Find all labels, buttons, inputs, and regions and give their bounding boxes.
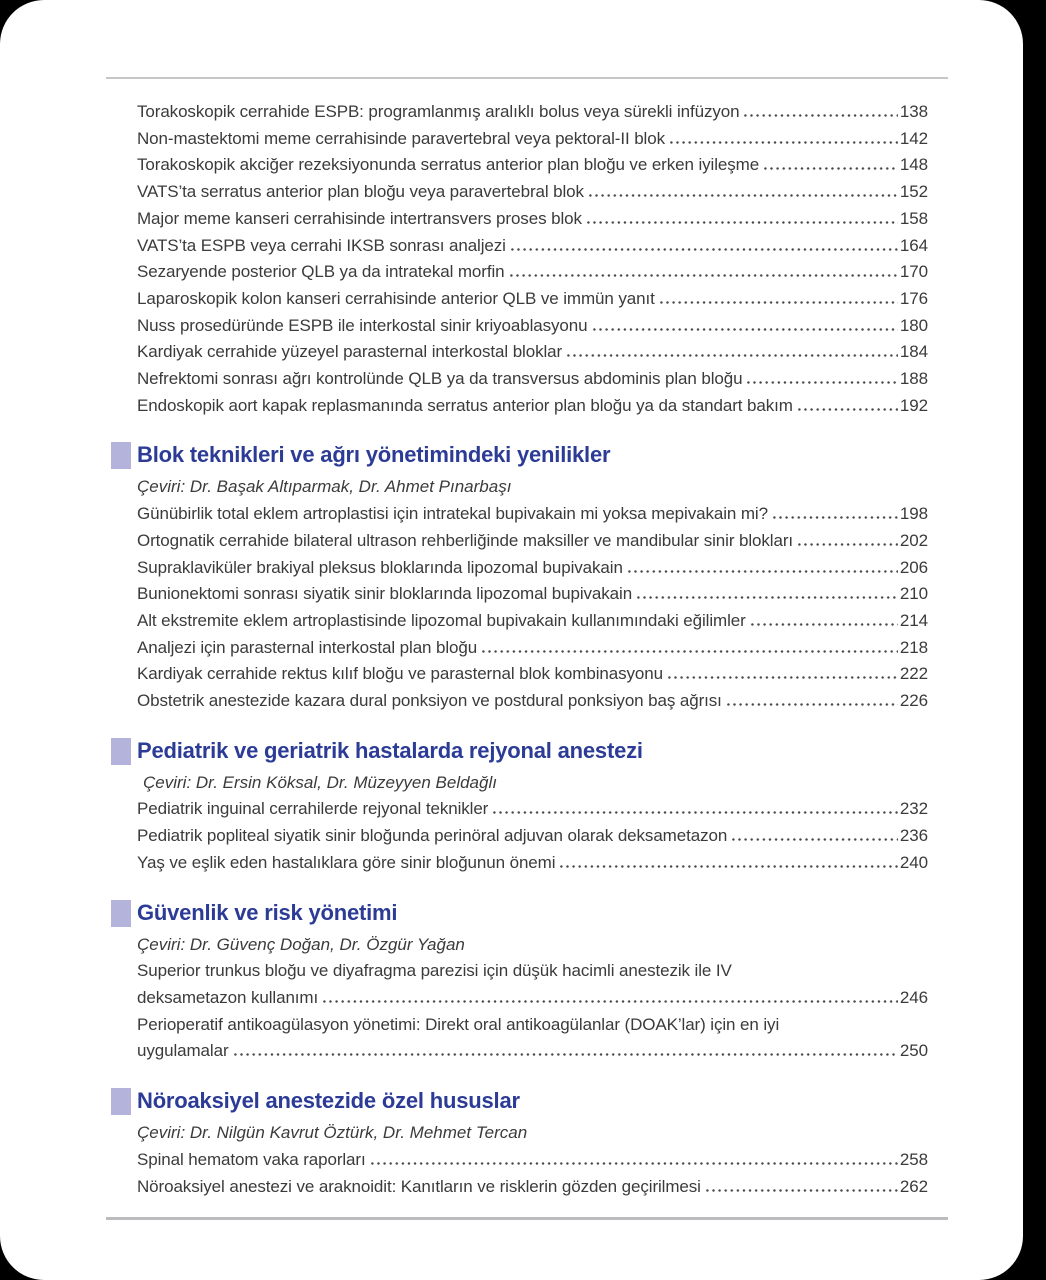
dotted-leader (706, 1189, 898, 1192)
toc-entry[interactable] (137, 179, 928, 206)
dotted-leader (751, 623, 898, 626)
toc-entry[interactable] (137, 661, 928, 688)
toc-entry-page: 262 (899, 1176, 928, 1196)
section-marker-square (111, 900, 131, 927)
toc-entry-title: Supraklaviküler brakiyal pleksus bloklarında lipozomal bupivakain (137, 557, 623, 577)
dotted-leader (593, 328, 898, 331)
toc-entry-title: Nefrektomi sonrası ağrı kontrolünde QLB ya da transversus abdominis plan bloğu (137, 369, 743, 389)
toc-entry-title: Nuss prosedüründe ESPB ile interkostal sinir kriyoablasyonu (137, 315, 588, 335)
toc-entry-page: 180 (899, 315, 928, 335)
toc-entry[interactable] (137, 635, 928, 662)
section-heading (137, 898, 928, 931)
dotted-leader (744, 114, 897, 117)
dotted-leader (560, 865, 898, 868)
toc-entry-page: 202 (899, 530, 928, 550)
dotted-leader (764, 167, 898, 170)
toc-entry-title: VATS’ta serratus anterior plan bloğu veya paravertebral blok (137, 182, 584, 202)
toc-entry[interactable] (137, 259, 928, 286)
toc-entry[interactable] (137, 1012, 928, 1039)
toc-entry[interactable] (137, 366, 928, 393)
toc-entry-page: 198 (899, 504, 928, 524)
dotted-leader (670, 141, 898, 144)
toc-entry-page: 138 (899, 102, 928, 121)
toc-entry-title: Major meme kanseri cerrahisinde intertransvers proses blok (137, 208, 582, 228)
toc-entry[interactable] (137, 1038, 928, 1065)
section-marker-square (111, 442, 131, 469)
dotted-leader (628, 570, 898, 573)
toc-entry-page: 142 (899, 128, 928, 148)
toc-entry-page: 176 (899, 288, 928, 308)
section-heading (137, 736, 928, 769)
toc-entry-title: Torakoskopik cerrahide ESPB: programlanmış aralıklı bolus veya sürekli infüzyon (137, 102, 740, 121)
toc-entry[interactable] (137, 233, 928, 260)
dotted-leader (589, 194, 898, 197)
toc-section (137, 898, 928, 1066)
toc-entry-title: Ortognatik cerrahide bilateral ultrason rehberliğinde maksiller ve mandibular sinir blokları (137, 530, 794, 550)
toc-entry-page: 152 (899, 182, 928, 202)
section-title: Blok teknikleri ve ağrı yönetimindeki yenilikler (137, 442, 611, 468)
toc-entry-page: 210 (899, 584, 928, 604)
dotted-leader (510, 274, 898, 277)
dotted-leader (798, 408, 898, 411)
section-marker-square (111, 738, 131, 765)
toc-entry[interactable] (137, 339, 928, 366)
dotted-leader (747, 381, 897, 384)
toc-entry[interactable] (137, 958, 928, 985)
toc-entry[interactable] (137, 823, 928, 850)
toc-entry[interactable] (137, 1174, 928, 1201)
toc-entry[interactable] (137, 985, 928, 1012)
top-divider (106, 77, 948, 79)
bottom-divider (106, 1217, 948, 1220)
section-title: Pediatrik ve geriatrik hastalarda rejyonal anestezi (137, 737, 643, 763)
translators-line: Çeviri: Dr. Başak Altıparmak, Dr. Ahmet Pınarbaşı (137, 477, 512, 497)
toc-entry-page: 192 (899, 395, 928, 415)
toc-entry-page: 222 (899, 664, 928, 684)
toc-entry-title: Bunionektomi sonrası siyatik sinir bloklarında lipozomal bupivakain (137, 584, 633, 604)
dotted-leader (732, 838, 898, 841)
toc-entry[interactable] (137, 796, 928, 823)
dotted-leader (660, 301, 898, 304)
toc-entry[interactable] (137, 152, 928, 179)
toc-entry-title: Torakoskopik akciğer rezeksiyonunda serratus anterior plan bloğu ve erken iyileşme (137, 155, 760, 175)
toc-entry-title: Sezaryende posterior QLB ya da intratekal morfin (137, 262, 505, 282)
dotted-leader (798, 543, 898, 546)
toc-entry-title: Analjezi için parasternal interkostal plan bloğu (137, 637, 478, 657)
dotted-leader (234, 1053, 898, 1056)
toc-section (137, 1086, 928, 1200)
toc-entry[interactable] (137, 1147, 928, 1174)
toc-entry-page: 158 (899, 208, 928, 228)
section-marker-square (111, 1088, 131, 1115)
toc-section (137, 440, 928, 714)
toc-entry[interactable] (137, 126, 928, 153)
section-heading (137, 440, 928, 473)
toc-entry-title: Perioperatif antikoagülasyon yönetimi: Direkt oral antikoagülanlar (DOAK’lar) için en iyi (137, 1014, 780, 1034)
toc-entry-page: 250 (899, 1041, 928, 1061)
dotted-leader (482, 650, 898, 653)
toc-entry[interactable] (137, 555, 928, 582)
table-of-contents (137, 99, 928, 1200)
toc-entry-page: 184 (899, 342, 928, 362)
toc-entry-title: Yaş ve eşlik eden hastalıklara göre sinir bloğunun önemi (137, 852, 556, 872)
toc-entry[interactable] (137, 608, 928, 635)
toc-entry[interactable] (137, 286, 928, 313)
toc-entry-page: 218 (899, 637, 928, 657)
toc-entry[interactable] (137, 99, 928, 126)
dotted-leader (727, 703, 898, 706)
toc-entry[interactable] (137, 393, 928, 420)
dotted-leader (371, 1162, 898, 1165)
toc-entry-title: Spinal hematom vaka raporları (137, 1149, 366, 1169)
toc-entry-title: Obstetrik anestezide kazara dural ponksiyon ve postdural ponksiyon baş ağrısı (137, 691, 722, 711)
toc-entry-title: Nöroaksiyel anestezi ve araknoidit: Kanıtların ve risklerin gözden geçirilmesi (137, 1176, 701, 1196)
toc-entry-title: Non-mastektomi meme cerrahisinde paravertebral veya pektoral-II blok (137, 128, 665, 148)
toc-entry-page: 226 (899, 691, 928, 711)
toc-entry-title: Endoskopik aort kapak replasmanında serratus anterior plan bloğu ya da standart bakım (137, 395, 793, 415)
dotted-leader (637, 596, 898, 599)
toc-entry-title: Laparoskopik kolon kanseri cerrahisinde anterior QLB ve immün yanıt (137, 288, 655, 308)
toc-entry[interactable] (137, 528, 928, 555)
toc-entry-page: 214 (899, 610, 928, 630)
toc-entry-title-continuation: deksametazon kullanımı (137, 987, 319, 1007)
toc-entry-title-continuation: uygulamalar (137, 1041, 229, 1061)
translators-line: Çeviri: Dr. Güvenç Doğan, Dr. Özgür Yağan (137, 934, 465, 954)
dotted-leader (587, 221, 898, 224)
toc-entry[interactable] (137, 501, 928, 528)
dotted-leader (323, 1000, 898, 1003)
toc-entry-title: Alt ekstremite eklem artroplastisinde lipozomal bupivakain kullanımındaki eğilimler (137, 610, 746, 630)
toc-entry-page: 232 (899, 799, 928, 819)
dotted-leader (773, 516, 898, 519)
dotted-leader (668, 676, 898, 679)
translators-line: Çeviri: Dr. Ersin Köksal, Dr. Müzeyyen Beldağlı (143, 772, 497, 792)
dotted-leader (511, 248, 898, 251)
toc-entry-page: 240 (899, 852, 928, 872)
toc-entry-page: 148 (899, 155, 928, 175)
section-title: Güvenlik ve risk yönetimi (137, 899, 398, 925)
toc-entry-title: Superior trunkus bloğu ve diyafragma parezisi için düşük hacimli anestezik ile IV (137, 961, 732, 981)
toc-entry-title: Kardiyak cerrahide rektus kılıf bloğu ve parasternal blok kombinasyonu (137, 664, 663, 684)
toc-entry[interactable] (137, 206, 928, 233)
toc-entry-page: 164 (899, 235, 928, 255)
toc-entry-title: Pediatrik inguinal cerrahilerde rejyonal teknikler (137, 799, 489, 819)
toc-entry-page: 236 (899, 826, 928, 846)
translators-line: Çeviri: Dr. Nilgün Kavrut Öztürk, Dr. Mehmet Tercan (137, 1123, 528, 1143)
dotted-leader (567, 354, 898, 357)
toc-section (137, 736, 928, 877)
toc-entry-page: 206 (899, 557, 928, 577)
toc-entry[interactable] (137, 313, 928, 340)
toc-entry-page: 258 (899, 1149, 928, 1169)
section-title: Nöroaksiyel anestezide özel hususlar (137, 1088, 520, 1114)
toc-entry-page: 246 (899, 987, 928, 1007)
toc-entry[interactable] (137, 850, 928, 877)
toc-entry-page: 188 (899, 369, 928, 389)
toc-entry-title: Kardiyak cerrahide yüzeyel parasternal interkostal bloklar (137, 342, 563, 362)
toc-entry-title: VATS’ta ESPB veya cerrahi IKSB sonrası analjezi (137, 235, 506, 255)
toc-entry[interactable] (137, 581, 928, 608)
toc-entry-page: 170 (899, 262, 928, 282)
toc-entry[interactable] (137, 688, 928, 715)
section-heading (137, 1086, 928, 1119)
toc-entry-title: Günübirlik total eklem artroplastisi için intratekal bupivakain mi yoksa mepivakain mi? (137, 504, 768, 524)
toc-entry-title: Pediatrik popliteal siyatik sinir bloğunda perinöral adjuvan olarak deksametazon (137, 826, 728, 846)
dotted-leader (493, 811, 898, 814)
